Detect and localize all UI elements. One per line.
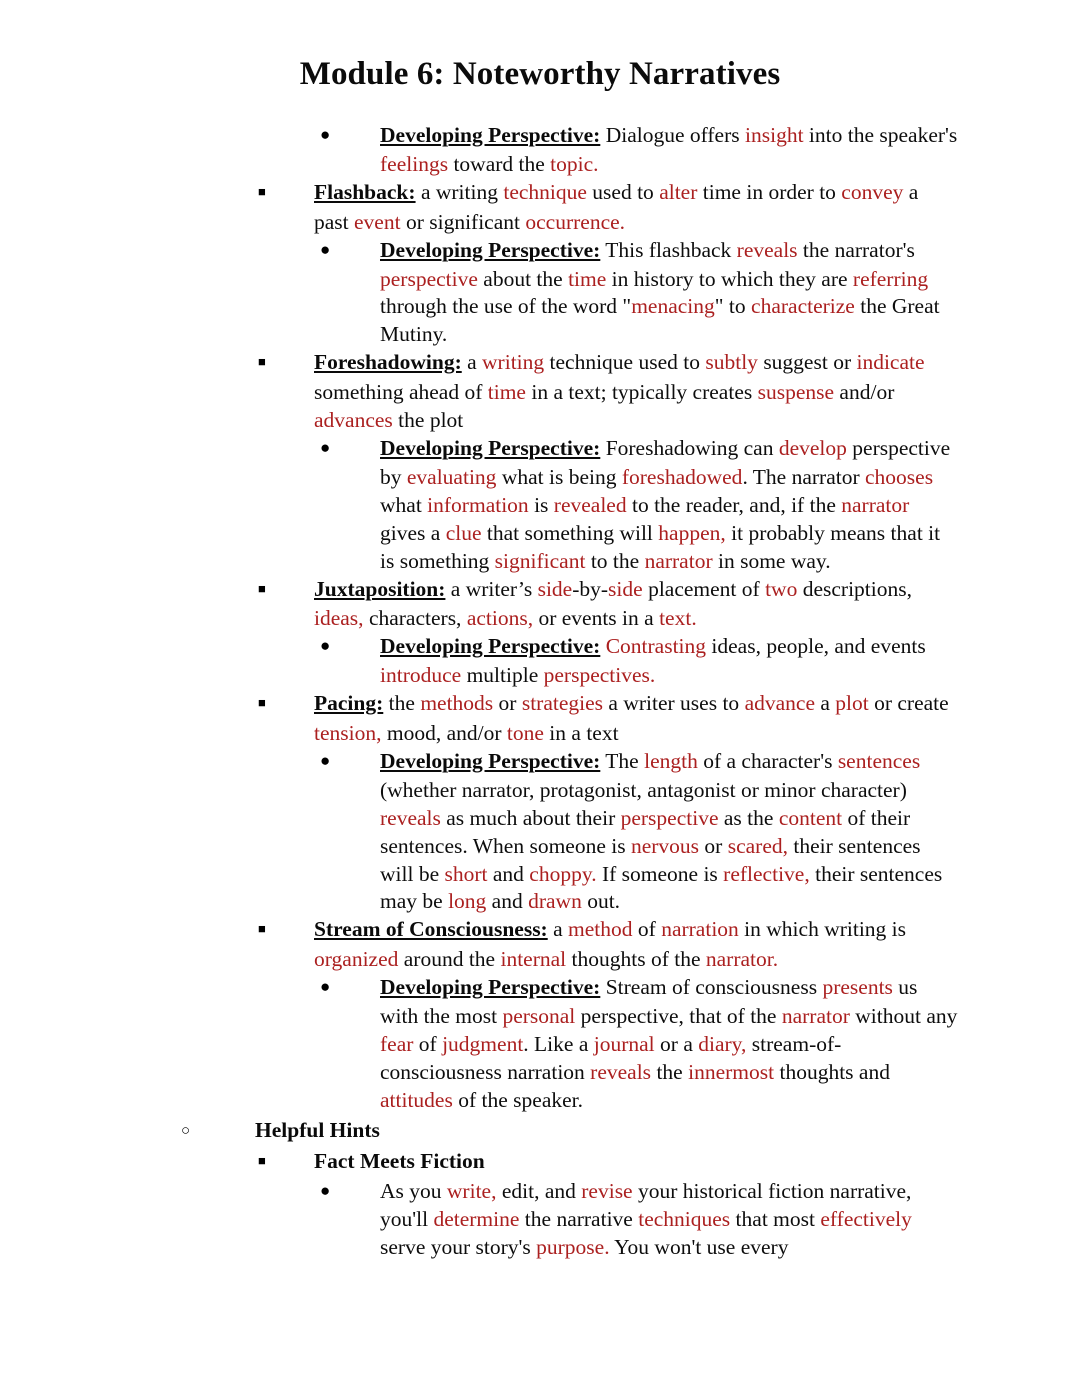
text-run-red: revise bbox=[581, 1178, 633, 1203]
text-run-black: what is being bbox=[496, 464, 622, 489]
text-run-red: occurrence. bbox=[525, 209, 626, 234]
bullet-marker-level2-icon: ■ bbox=[258, 183, 266, 199]
text-run-black: of their sentences. When someone is bbox=[380, 805, 911, 858]
text-run-black: and/or bbox=[834, 380, 895, 405]
outline-item-text bbox=[380, 1179, 912, 1260]
text-run-red: foreshadowed bbox=[621, 464, 743, 489]
text-run-black: the narrator's bbox=[797, 237, 915, 262]
outline-item-flashback bbox=[0, 179, 1080, 237]
text-run-term: Developing Perspective: bbox=[380, 123, 601, 147]
text-run-red: reveals bbox=[590, 1059, 652, 1084]
outline-item-text bbox=[380, 749, 942, 914]
text-run-black: us with the most bbox=[380, 975, 918, 1029]
text-run-term: Juxtaposition: bbox=[314, 576, 446, 601]
text-run-black: is bbox=[528, 492, 554, 517]
text-run-black: it probably means that it is something bbox=[380, 520, 941, 573]
text-run-black: technique used to bbox=[544, 350, 706, 375]
bullet-marker-level1-icon: ○ bbox=[181, 1122, 191, 1139]
outline-item-helpful-hints bbox=[0, 1117, 1080, 1148]
outline-item-flashback-developing-perspective bbox=[0, 237, 1080, 350]
text-run-black: thoughts and bbox=[774, 1059, 890, 1084]
text-run-red: determine bbox=[433, 1207, 520, 1232]
outline-item-text bbox=[314, 1149, 485, 1173]
text-run-red: fear bbox=[380, 1032, 414, 1056]
text-run-red: diary, bbox=[698, 1032, 747, 1056]
text-run-black: or events in a bbox=[533, 606, 660, 631]
text-run-red: technique bbox=[503, 179, 587, 204]
text-run-red: side bbox=[537, 576, 573, 601]
text-run-red: purpose. bbox=[536, 1235, 610, 1260]
text-run-red: two bbox=[765, 576, 798, 601]
text-run-term: Developing Perspective: bbox=[380, 435, 601, 460]
text-run-black: multiple bbox=[461, 663, 544, 688]
outline-item-text bbox=[380, 123, 957, 176]
text-run-red: advance bbox=[744, 691, 815, 716]
outline-item-text bbox=[314, 917, 906, 971]
text-run-red: feelings bbox=[380, 151, 449, 176]
bullet-marker-level3-icon: ● bbox=[320, 750, 331, 770]
text-run-black: descriptions, bbox=[797, 576, 912, 601]
text-run-black: without any bbox=[849, 1004, 958, 1029]
text-run-red: significant bbox=[494, 548, 586, 573]
text-run-black: the narrative bbox=[519, 1207, 639, 1232]
text-run-black: their sentences may be bbox=[380, 861, 943, 914]
text-run-red: plot bbox=[835, 691, 869, 716]
outline-item-juxtaposition bbox=[0, 576, 1080, 634]
outline-item-foreshadowing bbox=[0, 349, 1080, 435]
text-run-black: stream-of-consciousness narration bbox=[380, 1032, 842, 1084]
text-run-black: time in order to bbox=[697, 179, 842, 204]
text-run-black: perspective by bbox=[380, 435, 951, 489]
bullet-marker-level2-icon: ■ bbox=[258, 354, 266, 370]
bullet-marker-level3-icon: ● bbox=[320, 1180, 331, 1200]
text-run-black: edit, and bbox=[496, 1178, 582, 1203]
text-run-red: perspective bbox=[380, 266, 478, 291]
text-run-head: Helpful Hints bbox=[255, 1117, 380, 1142]
text-run-black: in a text bbox=[543, 721, 619, 746]
bullet-marker-level3-icon: ● bbox=[320, 636, 331, 656]
text-run-red: evaluating bbox=[406, 464, 497, 489]
text-run-red: advances bbox=[314, 408, 393, 433]
text-run-red: organized bbox=[314, 947, 399, 972]
text-run-red: topic. bbox=[550, 151, 599, 176]
page-title: Module 6: Noteworthy Narratives bbox=[299, 56, 781, 92]
text-run-black: or create bbox=[868, 691, 949, 716]
text-run-black: what bbox=[380, 492, 428, 517]
text-run-red: referring bbox=[852, 266, 929, 291]
text-run-term: Developing Perspective: bbox=[380, 634, 601, 659]
text-run-red: short bbox=[444, 861, 488, 886]
text-run-black: something ahead of bbox=[314, 380, 488, 405]
outline-item-pacing-developing-perspective bbox=[0, 748, 1080, 916]
text-run-red: characterize bbox=[751, 294, 855, 319]
text-run-black: a bbox=[547, 917, 569, 942]
outline-item-text bbox=[314, 577, 912, 631]
text-run-black: of the speaker. bbox=[452, 1087, 584, 1112]
text-run-red: clue bbox=[445, 520, 482, 545]
text-run-black: of bbox=[413, 1032, 443, 1056]
text-run-black: the plot bbox=[392, 408, 464, 433]
bullet-marker-level3-icon: ● bbox=[320, 239, 331, 259]
outline-item-text bbox=[380, 238, 940, 347]
outline-item-fact-meets-fiction bbox=[0, 1148, 1080, 1178]
text-run-red: insight bbox=[745, 123, 804, 147]
text-run-black: a bbox=[814, 691, 836, 716]
text-run-red: menacing bbox=[631, 294, 715, 319]
text-run-black: ideas, people, and events bbox=[706, 634, 926, 659]
text-run-red: write, bbox=[446, 1178, 497, 1203]
outline-item-stream-developing-perspective bbox=[0, 974, 1080, 1115]
text-run-red: event bbox=[354, 209, 401, 234]
text-run-red: strategies bbox=[521, 691, 604, 716]
text-run-red: reflective, bbox=[723, 861, 810, 886]
bullet-marker-level3-icon: ● bbox=[320, 437, 331, 457]
text-run-term: Stream of Consciousness: bbox=[314, 917, 548, 942]
text-run-black: gives a bbox=[380, 520, 446, 545]
text-run-red: content bbox=[778, 805, 843, 830]
text-run-red: time bbox=[487, 380, 526, 405]
text-run-red: sentences bbox=[837, 748, 921, 773]
text-run-red: presents bbox=[822, 975, 893, 1000]
text-run-red: choppy. bbox=[529, 861, 597, 886]
outline-item-text bbox=[380, 436, 950, 573]
text-run-black: a past bbox=[314, 179, 919, 234]
text-run-black: in history to which they are bbox=[606, 266, 853, 291]
text-run-black: the bbox=[383, 691, 421, 716]
text-run-black: into the speaker's bbox=[803, 123, 958, 147]
text-run-red: subtly bbox=[705, 350, 758, 375]
outline-item-text bbox=[380, 634, 926, 687]
text-run-red: perspective bbox=[620, 805, 719, 830]
text-run-black: -by- bbox=[572, 576, 609, 601]
text-run-black: a writer’s bbox=[445, 576, 538, 601]
text-run-black: Dialogue offers bbox=[600, 123, 745, 147]
outline-item-stream-of-consciousness bbox=[0, 916, 1080, 974]
text-run-black: their sentences will be bbox=[380, 833, 921, 886]
bullet-marker-level3-icon: ● bbox=[320, 125, 331, 144]
text-run-red: develop bbox=[778, 435, 847, 460]
text-run-red: writing bbox=[482, 350, 545, 375]
text-run-black: Stream of consciousness bbox=[600, 975, 823, 1000]
text-run-black: perspective, that of the bbox=[575, 1004, 782, 1029]
text-run-red: tone bbox=[506, 721, 544, 746]
text-run-black: suggest or bbox=[757, 350, 857, 375]
text-run-black: a writer uses to bbox=[603, 691, 745, 716]
text-run-black: . The narrator bbox=[742, 464, 866, 489]
text-run-red: actions, bbox=[466, 606, 534, 631]
bullet-marker-level2-icon: ■ bbox=[258, 921, 266, 937]
text-run-black: " to bbox=[714, 294, 752, 319]
text-run-black: around the bbox=[398, 947, 501, 972]
text-run-black: your historical fiction narrative, you'll bbox=[380, 1178, 912, 1232]
text-run-black: and bbox=[486, 889, 529, 914]
outline-item-text bbox=[380, 975, 957, 1112]
text-run-red: nervous bbox=[630, 833, 700, 858]
text-run-term: Developing Perspective: bbox=[380, 237, 601, 262]
text-run-black: (whether narrator, protagonist, antagonist or minor character) bbox=[380, 777, 907, 802]
text-run-black: Foreshadowing can bbox=[600, 435, 779, 460]
text-run-red: perspectives. bbox=[543, 663, 656, 688]
text-run-black: thoughts of the bbox=[566, 947, 706, 972]
text-run-black: This flashback bbox=[600, 237, 737, 262]
text-run-black: You won't use every bbox=[609, 1235, 789, 1260]
text-run-black: or bbox=[493, 691, 522, 716]
text-run-red: internal bbox=[500, 947, 567, 972]
bullet-marker-level2-icon: ■ bbox=[258, 1152, 266, 1168]
text-run-red: reveals bbox=[380, 805, 441, 830]
text-run-red: narrator bbox=[781, 1004, 850, 1029]
text-run-red: chooses bbox=[865, 464, 934, 489]
text-run-red: narrator bbox=[841, 492, 910, 517]
text-run-black: If someone is bbox=[596, 861, 724, 886]
text-run-term: Flashback: bbox=[314, 179, 416, 204]
text-run-black: about the bbox=[477, 266, 569, 291]
text-run-red: side bbox=[608, 576, 643, 601]
text-run-head: Fact Meets Fiction bbox=[314, 1148, 485, 1173]
text-run-black: and bbox=[487, 861, 530, 886]
text-run-black: in which writing is bbox=[738, 917, 907, 942]
text-run-black: of a character's bbox=[697, 748, 838, 773]
text-run-term: Developing Perspective: bbox=[380, 975, 601, 1000]
text-run-black: serve your story's bbox=[380, 1235, 537, 1260]
outline-item-text bbox=[314, 180, 918, 234]
text-run-red: techniques bbox=[638, 1207, 731, 1232]
bullet-marker-level2-icon: ■ bbox=[258, 580, 266, 596]
text-run-red: tension, bbox=[314, 721, 382, 746]
text-run-red: time bbox=[568, 266, 607, 291]
outline-item-juxtaposition-developing-perspective bbox=[0, 633, 1080, 690]
text-run-red: attitudes bbox=[380, 1087, 453, 1112]
text-run-black: to the bbox=[585, 548, 645, 573]
text-run-red: indicate bbox=[856, 350, 925, 375]
text-run-black: through the use of the word " bbox=[380, 294, 632, 319]
text-run-red: methods bbox=[420, 691, 494, 716]
text-run-term: Developing Perspective: bbox=[380, 748, 601, 773]
text-run-black: used to bbox=[586, 179, 660, 204]
text-run-red: journal bbox=[593, 1032, 655, 1056]
text-run-black: as the bbox=[718, 805, 779, 830]
text-run-black: as much about their bbox=[440, 805, 621, 830]
text-run-red: convey bbox=[841, 179, 904, 204]
outline-item-fact-meets-fiction-detail bbox=[0, 1178, 1080, 1263]
text-run-red: revealed bbox=[553, 492, 627, 517]
text-run-red: personal bbox=[502, 1004, 576, 1029]
text-run-black: a writing bbox=[415, 179, 504, 204]
text-run-red: narrator bbox=[644, 548, 713, 573]
text-run-black: characters, bbox=[363, 606, 467, 631]
text-run-black: a bbox=[461, 350, 483, 375]
text-run-black: or significant bbox=[400, 209, 526, 234]
outline-item-foreshadowing-developing-perspective bbox=[0, 435, 1080, 576]
text-run-red: innermost bbox=[688, 1059, 775, 1084]
text-run-term: Pacing: bbox=[314, 691, 384, 716]
outline-item-pacing bbox=[0, 690, 1080, 748]
text-run-red: reveals bbox=[736, 237, 798, 262]
text-run-red: effectively bbox=[820, 1207, 912, 1232]
text-run-red: drawn bbox=[528, 889, 582, 914]
text-run-red: ideas, bbox=[314, 606, 364, 631]
text-run-black: to the reader, and, if the bbox=[626, 492, 842, 517]
text-run-black: The bbox=[600, 748, 645, 773]
text-run-black: the bbox=[651, 1059, 689, 1084]
text-run-black: toward the bbox=[448, 151, 551, 176]
text-run-black: in a text; typically creates bbox=[525, 380, 758, 405]
outline-item-dialogue-developing-perspective bbox=[0, 122, 1080, 179]
text-run-black: mood, and/or bbox=[381, 721, 507, 746]
text-run-black: in some way. bbox=[712, 548, 831, 573]
text-run-red: information bbox=[427, 492, 529, 517]
text-run-red: judgment bbox=[442, 1032, 524, 1056]
text-run-red: length bbox=[644, 748, 698, 773]
text-run-black: placement of bbox=[642, 576, 766, 601]
outline-item-text bbox=[314, 691, 949, 745]
text-run-black: . Like a bbox=[523, 1032, 594, 1056]
text-run-red: narration bbox=[661, 917, 739, 942]
outline-item-text bbox=[255, 1118, 380, 1142]
text-run-red: Contrasting bbox=[605, 634, 707, 659]
text-run-red: suspense bbox=[757, 380, 835, 405]
text-run-black: the Great Mutiny. bbox=[380, 294, 940, 347]
text-run-term: Foreshadowing: bbox=[314, 350, 462, 375]
text-run-black: that most bbox=[730, 1207, 821, 1232]
text-run-red: happen, bbox=[658, 520, 726, 545]
text-run-red: long bbox=[448, 889, 487, 914]
text-run-red: introduce bbox=[380, 663, 462, 688]
text-run-black: out. bbox=[581, 889, 621, 914]
outline-list bbox=[0, 122, 1080, 1262]
text-run-red: method bbox=[568, 917, 633, 942]
text-run-black: of bbox=[632, 917, 662, 942]
text-run-black: that something will bbox=[481, 520, 659, 545]
text-run-red: scared, bbox=[727, 833, 788, 858]
text-run-black: As you bbox=[380, 1178, 447, 1203]
bullet-marker-level3-icon: ● bbox=[320, 977, 331, 997]
text-run-red: text. bbox=[659, 606, 697, 631]
text-run-red: alter bbox=[659, 179, 698, 204]
text-run-black: or a bbox=[654, 1032, 699, 1056]
text-run-red: narrator. bbox=[705, 947, 779, 972]
text-run-black: or bbox=[699, 833, 728, 858]
bullet-marker-level2-icon: ■ bbox=[258, 695, 266, 711]
outline-item-text bbox=[314, 350, 925, 432]
